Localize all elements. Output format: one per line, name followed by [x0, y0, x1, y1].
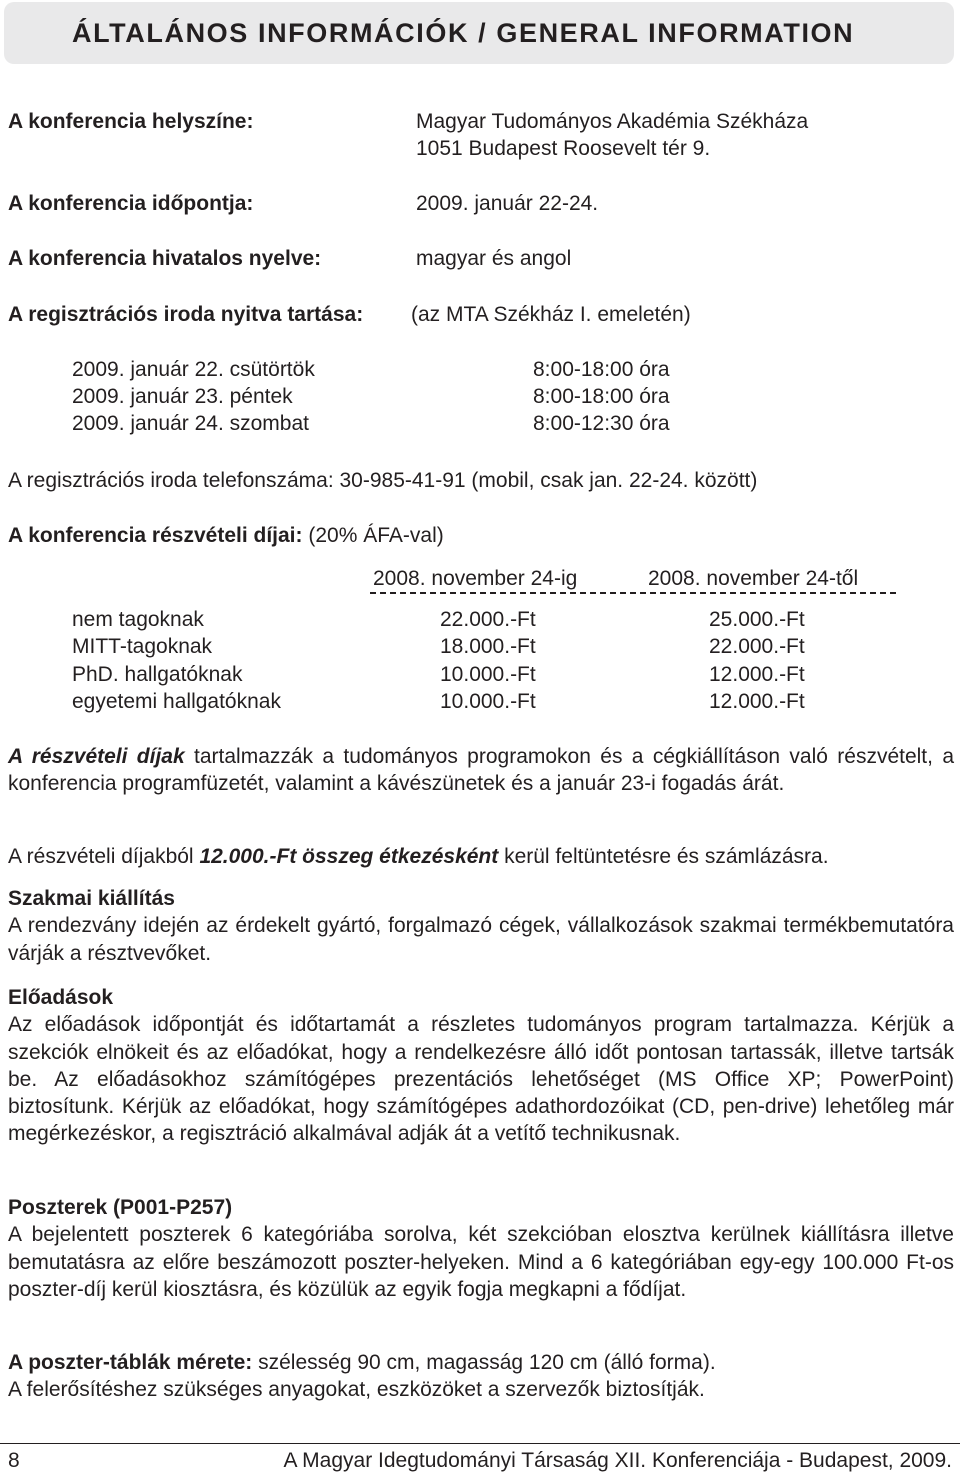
language-label: A konferencia hivatalos nyelve: [8, 247, 322, 270]
venue-address: 1051 Budapest Roosevelt tér 9. [416, 137, 711, 160]
date-label: A konferencia időpontja: [8, 192, 254, 215]
fee-late: 12.000.-Ft [709, 663, 805, 686]
fee-early: 22.000.-Ft [440, 608, 536, 631]
venue-name: Magyar Tudományos Akadémia Székháza [416, 110, 809, 133]
schedule-day: 2009. január 24. szombat [72, 412, 309, 435]
schedule-hours: 8:00-18:00 óra [533, 385, 670, 408]
page-title: ÁLTALÁNOS INFORMÁCIÓK / GENERAL INFORMATION [72, 18, 855, 48]
fee-late: 25.000.-Ft [709, 608, 805, 631]
schedule-hours: 8:00-12:30 óra [533, 412, 670, 435]
page-number: 8 [8, 1449, 20, 1472]
poster-mounting-note: A felerősítéshez szükséges anyagokat, eszközöket a szervezők biztosítják. [8, 1378, 705, 1402]
fee-category: egyetemi hallgatóknak [72, 690, 281, 713]
exhibition-section [8, 885, 954, 967]
lectures-section [8, 984, 954, 1148]
fee-early: 18.000.-Ft [440, 635, 536, 658]
meal-note [8, 843, 954, 870]
schedule-day: 2009. január 23. péntek [72, 385, 293, 408]
poster-size-label: A poszter-táblák mérete: [8, 1351, 253, 1374]
fee-late: 12.000.-Ft [709, 690, 805, 713]
fees-header-divider [370, 592, 896, 594]
exhibition-title: Szakmai kiállítás [8, 887, 175, 910]
footer-divider [0, 1443, 960, 1444]
fee-early: 10.000.-Ft [440, 663, 536, 686]
meal-note-post: kerül feltüntetésre és számlázásra. [498, 845, 829, 868]
language-value: magyar és angol [416, 247, 572, 270]
posters-section [8, 1194, 954, 1303]
footer-text: A Magyar Idegtudományi Társaság XII. Konferenciája - Budapest, 2009. [283, 1449, 952, 1472]
venue-label: A konferencia helyszíne: [8, 110, 254, 133]
poster-size-value: szélesség 90 cm, magasság 120 cm (álló forma). [252, 1351, 716, 1374]
posters-text: A bejelentett poszterek 6 kategóriába sorolva, két szekcióban elosztva kerülnek kiállításra illetve bemutatásra az előre beszámozott poszter-helyeken. Mind a 6 kategóriában egy-egy 100.000 Ft-os poszter-díj kerül kiosztásra, és közülük az egyik fogja megkapni a fődíjat. [8, 1223, 954, 1301]
fees-label: A konferencia részvételi díjai: [8, 524, 303, 547]
fees-description-lead: A részvételi díjak [8, 745, 185, 768]
fees-column-late: 2008. november 24-től [648, 567, 859, 590]
office-location-note: (az MTA Székház I. emeletén) [411, 303, 691, 326]
header-banner [4, 2, 954, 64]
fees-heading [8, 522, 444, 549]
poster-size-section [8, 1349, 954, 1404]
posters-title: Poszterek (P001-P257) [8, 1196, 233, 1219]
fees-column-early: 2008. november 24-ig [373, 567, 578, 590]
office-hours-label: A regisztrációs iroda nyitva tartása: [8, 303, 364, 326]
meal-note-emphasis: 12.000.-Ft összeg étkezésként [199, 845, 499, 868]
fees-description-text: tartalmazzák a tudományos programokon és a cégkiállításon való részvételt, a konferencia programfüzetét, valamint a kávészünetek és a január 23-i fogadás árát. [8, 745, 955, 796]
meal-note-pre: A részvételi díjakból [8, 845, 200, 868]
schedule-hours: 8:00-18:00 óra [533, 358, 670, 381]
schedule-day: 2009. január 22. csütörtök [72, 358, 315, 381]
fee-early: 10.000.-Ft [440, 690, 536, 713]
fee-category: PhD. hallgatóknak [72, 663, 243, 686]
fees-vat-note: (20% ÁFA-val) [308, 524, 444, 547]
fees-description [8, 743, 954, 798]
fee-category: nem tagoknak [72, 608, 204, 631]
fee-category: MITT-tagoknak [72, 635, 213, 658]
fee-late: 22.000.-Ft [709, 635, 805, 658]
lectures-text: Az előadások időpontját és időtartamát a részletes tudományos program tartalmazza. Kérjük a szekciók elnökeit és az előadókat, hogy a rendelkezésre álló időt pontosan tartassák, illetve tartsák be. Az előadásokhoz számítógépes prezentációs lehetőséget (MS Office XP; PowerPoint) biztosítunk. Kérjük az előadókat, hogy számítógépes adathordozóikat (CD, pen-drive) lehetőleg már megérkezéskor, a regisztráció alkalmával adják át a vetítő technikusnak. [8, 1013, 954, 1146]
date-value: 2009. január 22-24. [416, 192, 599, 215]
exhibition-text: A rendezvány idején az érdekelt gyártó, forgalmazó cégek, vállalkozások szakmai termékbemutatóra várják a résztvevőket. [8, 914, 954, 965]
office-phone-line: A regisztrációs iroda telefonszáma: 30-985-41-91 (mobil, csak jan. 22-24. között) [8, 469, 758, 492]
lectures-title: Előadások [8, 986, 114, 1009]
